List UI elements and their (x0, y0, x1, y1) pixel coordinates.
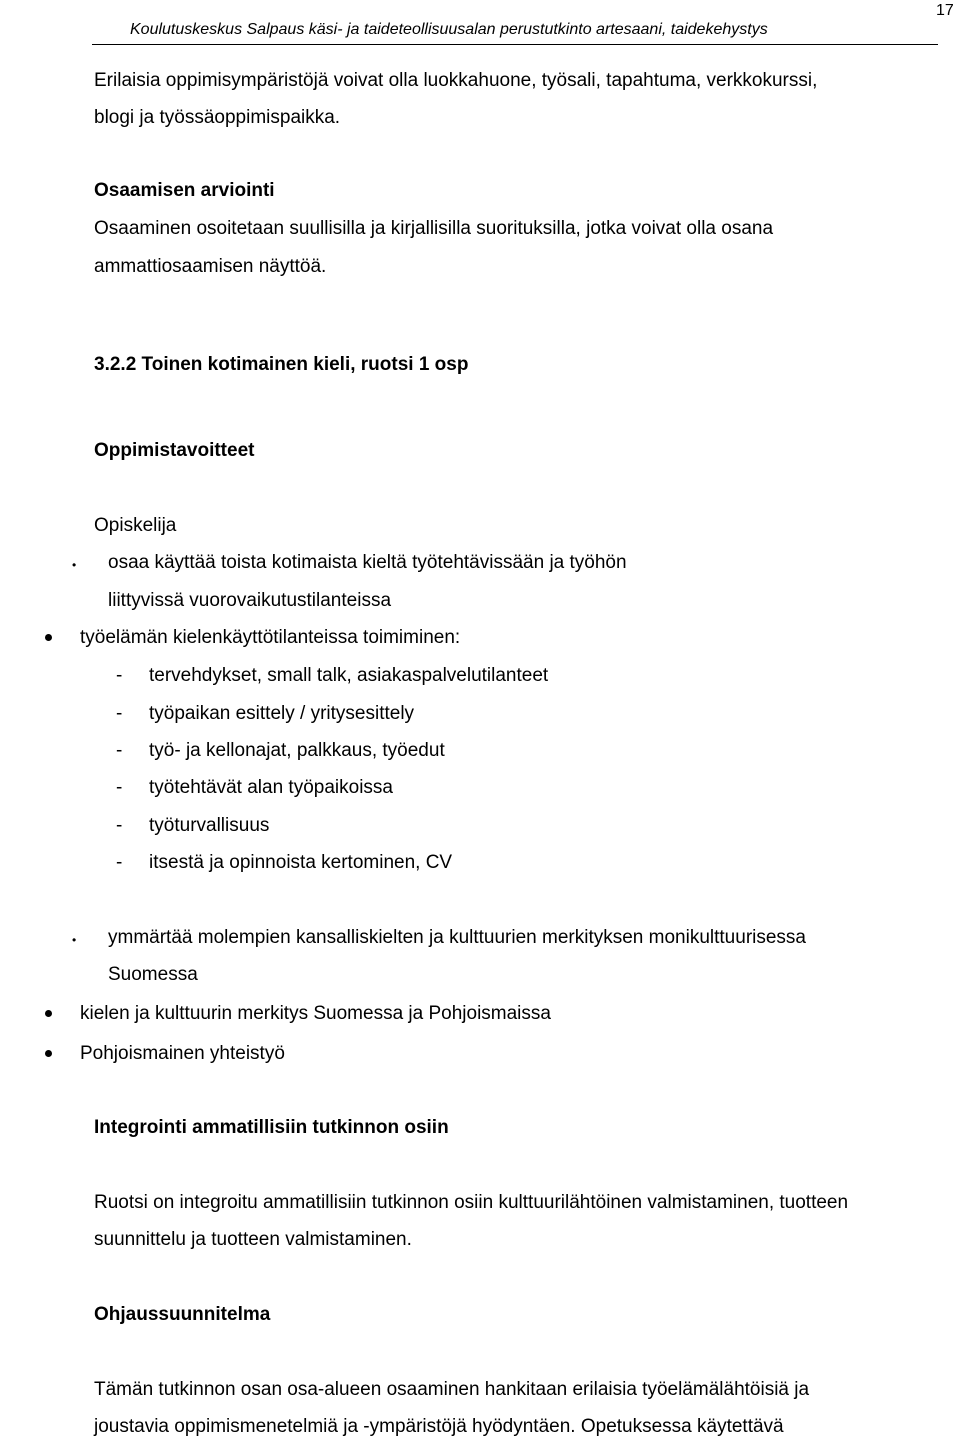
dash-marker: - (116, 665, 123, 686)
dash-marker: - (116, 852, 123, 873)
intro-line-1: Erilaisia oppimisympäristöjä voivat olla luokkahuone, työsali, tapahtuma, verkkokurssi, (94, 70, 818, 91)
dash-item: työtehtävät alan työpaikoissa (149, 777, 393, 798)
objective-4: kielen ja kulttuurin merkitys Suomessa ja Pohjoismaissa (80, 1003, 551, 1024)
objective-1-line-2: liittyvissä vuorovaikutustilanteissa (108, 590, 392, 611)
guidance-line-1: Tämän tutkinnon osan osa-alueen osaaminen hankitaan erilaisia työelämälähtöisiä ja (94, 1379, 810, 1400)
dash-item: työ- ja kellonajat, palkkaus, työedut (149, 740, 445, 761)
objective-5: Pohjoismainen yhteistyö (80, 1043, 285, 1064)
header-title: Koulutuskeskus Salpaus käsi- ja taideteollisuusalan perustutkinto artesaani, taidekehystys (130, 21, 768, 38)
guidance-line-2: joustavia oppimismenetelmiä ja -ympäristöjä hyödyntäen. Opetuksessa käytettävä (94, 1416, 784, 1437)
section-heading: 3.2.2 Toinen kotimainen kieli, ruotsi 1 osp (94, 354, 469, 375)
dash-marker: - (116, 777, 123, 798)
objective-3-line-1: ymmärtää molempien kansalliskielten ja kulttuurien merkityksen monikulttuurisessa (108, 927, 806, 948)
student-label: Opiskelija (94, 515, 177, 536)
bullet-icon: • (72, 933, 77, 947)
integration-heading: Integrointi ammatillisiin tutkinnon osiin (94, 1117, 449, 1138)
assessment-heading: Osaamisen arviointi (94, 180, 275, 201)
objectives-heading: Oppimistavoitteet (94, 440, 255, 461)
bullet-icon (45, 634, 52, 641)
integration-line-2: suunnittelu ja tuotteen valmistaminen. (94, 1229, 412, 1250)
page-number: 17 (936, 2, 954, 19)
dash-item: työpaikan esittely / yritysesittely (149, 703, 415, 724)
bullet-icon (45, 1050, 52, 1057)
guidance-heading: Ohjaussuunnitelma (94, 1304, 271, 1325)
dash-item: itsestä ja opinnoista kertominen, CV (149, 852, 453, 873)
assessment-line-1: Osaaminen osoitetaan suullisilla ja kirjallisilla suorituksilla, jotka voivat olla osana (94, 218, 774, 239)
header-divider (92, 44, 938, 45)
bullet-icon (45, 1010, 52, 1017)
dash-item: tervehdykset, small talk, asiakaspalvelutilanteet (149, 665, 549, 686)
page-header (0, 0, 960, 46)
dash-marker: - (116, 740, 123, 761)
dash-marker: - (116, 815, 123, 836)
intro-line-2: blogi ja työssäoppimispaikka. (94, 107, 341, 128)
bullet-icon: • (72, 558, 77, 572)
dash-marker: - (116, 703, 123, 724)
objective-3-line-2: Suomessa (108, 964, 198, 985)
objective-2: työelämän kielenkäyttötilanteissa toimiminen: (80, 627, 461, 648)
dash-item: työturvallisuus (149, 815, 270, 836)
assessment-line-2: ammattiosaamisen näyttöä. (94, 256, 327, 277)
integration-line-1: Ruotsi on integroitu ammatillisiin tutkinnon osiin kulttuurilähtöinen valmistaminen, tuotteen (94, 1192, 849, 1213)
objective-1-line-1: osaa käyttää toista kotimaista kieltä työtehtävissään ja työhön (108, 552, 627, 573)
